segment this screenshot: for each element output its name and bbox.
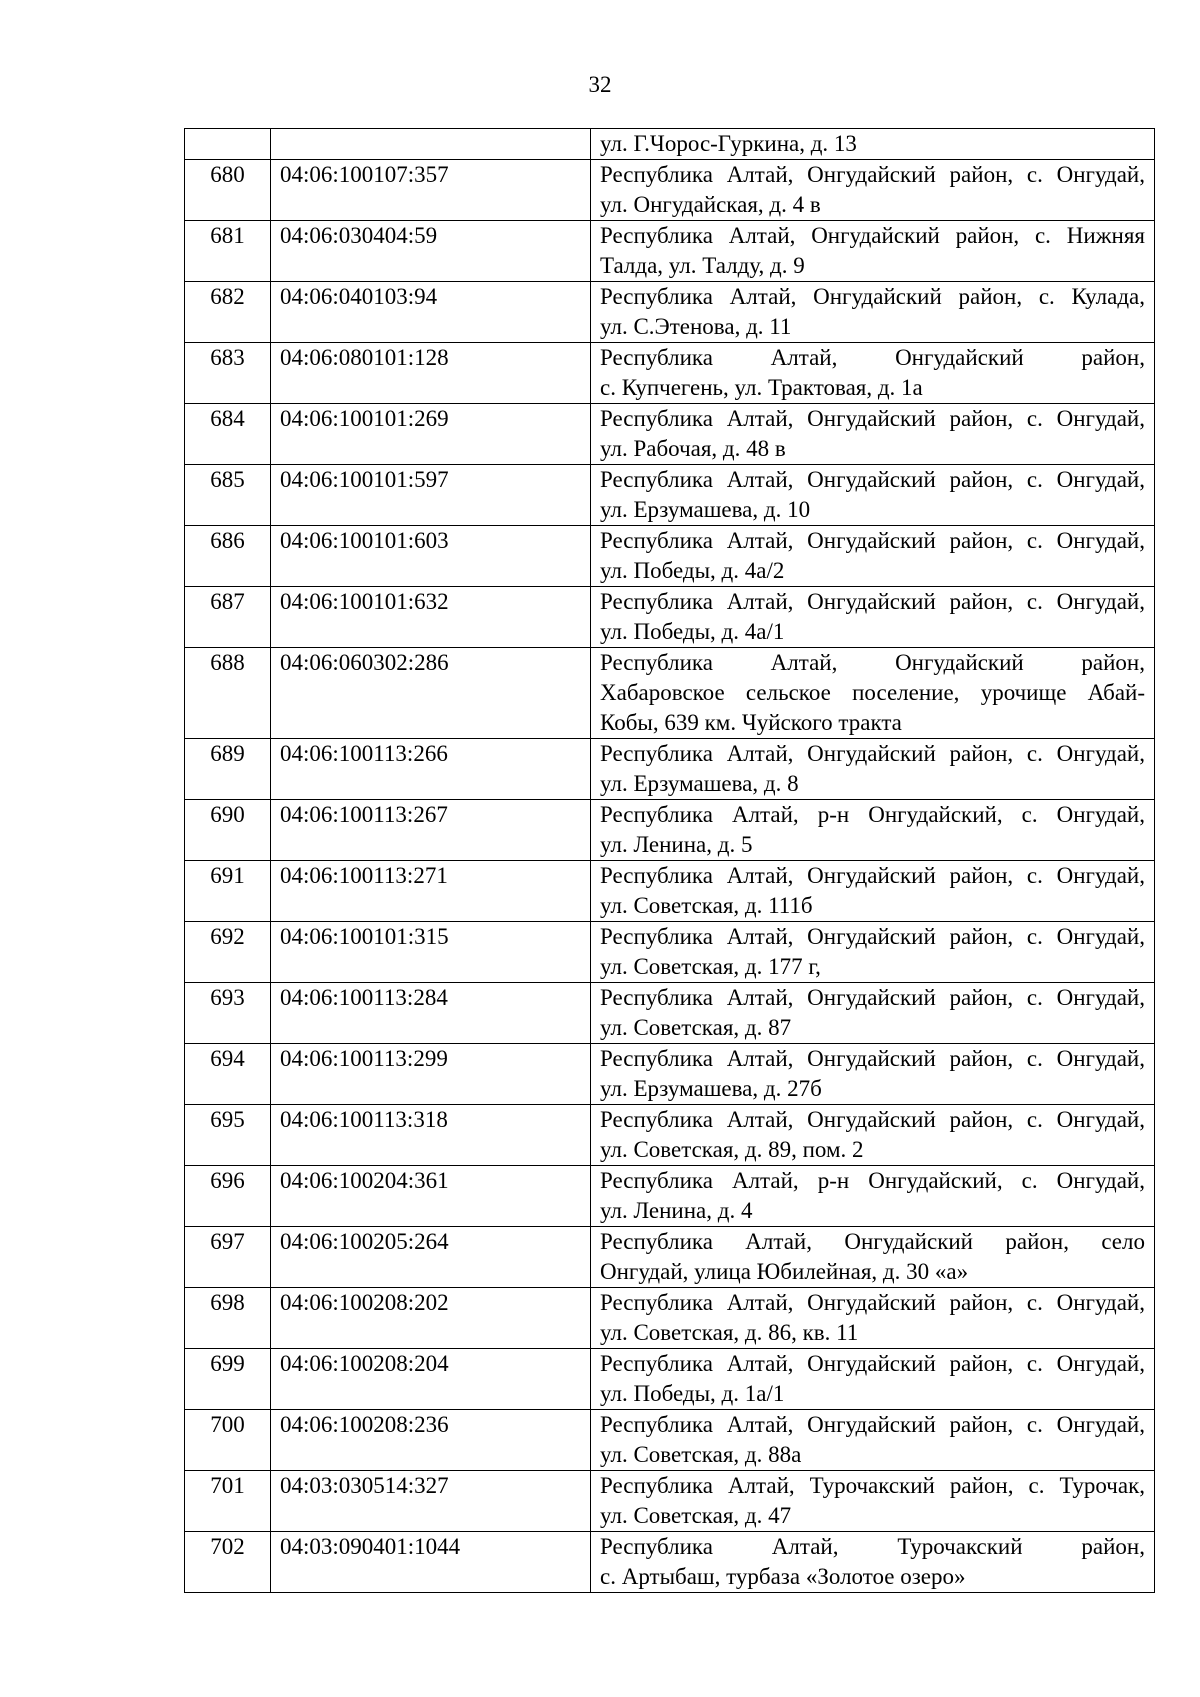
address-line: Республика Алтай, Онгудайский район, с. Онгудай, <box>600 985 1145 1010</box>
address-cell <box>591 465 1155 526</box>
address-line: Республика Алтай, Турочакский район, с. Турочак, <box>600 1473 1145 1498</box>
address-line: Республика Алтай, Онгудайский район, с. Онгудай, <box>600 1412 1145 1437</box>
cadastral-number-cell: 04:06:080101:128 <box>271 343 591 404</box>
row-number-cell: 698 <box>185 1288 271 1349</box>
address-cell <box>591 587 1155 648</box>
table-row <box>185 739 1155 800</box>
address-line: ул. Советская, д. 87 <box>600 1015 792 1040</box>
row-number-cell: 683 <box>185 343 271 404</box>
cadastral-number-cell: 04:06:100208:202 <box>271 1288 591 1349</box>
address-line: ул. Советская, д. 47 <box>600 1503 792 1528</box>
address-line: ул. Советская, д. 86, кв. 11 <box>600 1320 859 1345</box>
row-number-cell: 689 <box>185 739 271 800</box>
address-line: Республика Алтай, Онгудайский район, <box>600 650 1145 675</box>
address-line: Республика Алтай, Онгудайский район, с. Онгудай, <box>600 162 1145 187</box>
table-row <box>185 1471 1155 1532</box>
row-number-cell: 700 <box>185 1410 271 1471</box>
address-line: Хабаровское сельское поселение, урочище Абай- <box>600 680 1145 705</box>
row-number-cell: 691 <box>185 861 271 922</box>
row-number-cell: 687 <box>185 587 271 648</box>
address-line: Республика Алтай, Онгудайский район, с. Онгудай, <box>600 528 1145 553</box>
address-line: Республика Алтай, р-н Онгудайский, с. Онгудай, <box>600 802 1145 827</box>
address-line: Республика Алтай, Онгудайский район, с. Нижняя <box>600 223 1145 248</box>
cadastral-number-cell: 04:03:090401:1044 <box>271 1532 591 1593</box>
address-line: ул. Советская, д. 88а <box>600 1442 802 1467</box>
table-row <box>185 526 1155 587</box>
table-row <box>185 1166 1155 1227</box>
cadastral-number-cell: 04:06:100101:315 <box>271 922 591 983</box>
address-cell <box>591 1105 1155 1166</box>
address-line: Талда, ул. Талду, д. 9 <box>600 253 805 278</box>
table-row <box>185 465 1155 526</box>
address-cell <box>591 1532 1155 1593</box>
address-line: Онгудай, улица Юбилейная, д. 30 «а» <box>600 1259 969 1284</box>
table-row <box>185 160 1155 221</box>
table-row <box>185 343 1155 404</box>
table-row <box>185 1410 1155 1471</box>
address-cell <box>591 129 1155 160</box>
cadastral-number-cell: 04:06:100113:267 <box>271 800 591 861</box>
row-number-cell: 695 <box>185 1105 271 1166</box>
cadastral-number-cell: 04:06:100113:284 <box>271 983 591 1044</box>
address-line: ул. С.Этенова, д. 11 <box>600 314 792 339</box>
cadastral-number-cell: 04:03:030514:327 <box>271 1471 591 1532</box>
address-line: Республика Алтай, Онгудайский район, с. Онгудай, <box>600 1046 1145 1071</box>
address-line: ул. Победы, д. 1а/1 <box>600 1381 785 1406</box>
address-cell <box>591 1166 1155 1227</box>
table-row <box>185 1349 1155 1410</box>
cadastral-number-cell: 04:06:100205:264 <box>271 1227 591 1288</box>
address-cell <box>591 404 1155 465</box>
table-row <box>185 1532 1155 1593</box>
row-number-cell: 686 <box>185 526 271 587</box>
address-line: ул. Советская, д. 89, пом. 2 <box>600 1137 864 1162</box>
cadastral-number-cell: 04:06:030404:59 <box>271 221 591 282</box>
cadastral-number-cell: 04:06:100113:266 <box>271 739 591 800</box>
address-line: ул. Г.Чорос-Гуркина, д. 13 <box>600 131 857 156</box>
table-row <box>185 404 1155 465</box>
address-cell <box>591 221 1155 282</box>
row-number-cell: 690 <box>185 800 271 861</box>
address-line: Республика Алтай, Онгудайский район, с. Онгудай, <box>600 1107 1145 1132</box>
row-number-cell: 702 <box>185 1532 271 1593</box>
table-row <box>185 1044 1155 1105</box>
row-number-cell: 697 <box>185 1227 271 1288</box>
row-number-cell: 699 <box>185 1349 271 1410</box>
table-row <box>185 983 1155 1044</box>
address-cell <box>591 526 1155 587</box>
row-number-cell: 701 <box>185 1471 271 1532</box>
address-cell <box>591 282 1155 343</box>
cadastral-number-cell: 04:06:100113:299 <box>271 1044 591 1105</box>
address-cell <box>591 800 1155 861</box>
address-line: Республика Алтай, р-н Онгудайский, с. Онгудай, <box>600 1168 1145 1193</box>
address-line: Республика Алтай, Онгудайский район, с. Онгудай, <box>600 863 1145 888</box>
registry-table <box>184 128 1155 1593</box>
cadastral-number-cell: 04:06:100101:269 <box>271 404 591 465</box>
row-number-cell: 692 <box>185 922 271 983</box>
cadastral-number-cell: 04:06:100107:357 <box>271 160 591 221</box>
row-number-cell <box>185 129 271 160</box>
row-number-cell: 693 <box>185 983 271 1044</box>
cadastral-number-cell: 04:06:100101:597 <box>271 465 591 526</box>
address-line: ул. Победы, д. 4а/1 <box>600 619 785 644</box>
address-cell <box>591 922 1155 983</box>
address-cell <box>591 1410 1155 1471</box>
row-number-cell: 685 <box>185 465 271 526</box>
address-line: ул. Ленина, д. 5 <box>600 832 753 857</box>
row-number-cell: 688 <box>185 648 271 739</box>
address-line: ул. Онгудайская, д. 4 в <box>600 192 821 217</box>
table-row <box>185 1105 1155 1166</box>
table-row <box>185 648 1155 739</box>
cadastral-number-cell: 04:06:040103:94 <box>271 282 591 343</box>
table-row <box>185 282 1155 343</box>
address-line: Кобы, 639 км. Чуйского тракта <box>600 710 902 735</box>
address-cell <box>591 1471 1155 1532</box>
page-number: 32 <box>588 72 612 97</box>
address-line: ул. Советская, д. 111б <box>600 893 813 918</box>
address-line: Республика Алтай, Онгудайский район, с. Онгудай, <box>600 1290 1145 1315</box>
address-cell <box>591 648 1155 739</box>
address-line: с. Артыбаш, турбаза «Золотое озеро» <box>600 1564 966 1589</box>
address-line: Республика Алтай, Онгудайский район, с. Онгудай, <box>600 741 1145 766</box>
row-number-cell: 694 <box>185 1044 271 1105</box>
table-row <box>185 1227 1155 1288</box>
address-cell <box>591 861 1155 922</box>
table-row <box>185 922 1155 983</box>
address-line: с. Купчегень, ул. Трактовая, д. 1а <box>600 375 923 400</box>
address-cell <box>591 343 1155 404</box>
row-number-cell: 696 <box>185 1166 271 1227</box>
address-line: ул. Победы, д. 4а/2 <box>600 558 785 583</box>
cadastral-number-cell: 04:06:100101:632 <box>271 587 591 648</box>
table-row <box>185 1288 1155 1349</box>
address-cell <box>591 739 1155 800</box>
table-row <box>185 800 1155 861</box>
address-line: Республика Алтай, Турочакский район, <box>600 1534 1145 1559</box>
address-line: Республика Алтай, Онгудайский район, с. Онгудай, <box>600 924 1145 949</box>
address-line: ул. Ерзумашева, д. 8 <box>600 771 799 796</box>
cadastral-number-cell: 04:06:100113:318 <box>271 1105 591 1166</box>
address-cell <box>591 1044 1155 1105</box>
address-line: Республика Алтай, Онгудайский район, <box>600 345 1145 370</box>
address-line: ул. Рабочая, д. 48 в <box>600 436 786 461</box>
address-cell <box>591 1349 1155 1410</box>
row-number-cell: 682 <box>185 282 271 343</box>
table-row <box>185 861 1155 922</box>
cadastral-number-cell: 04:06:100101:603 <box>271 526 591 587</box>
registry-table-body <box>185 129 1155 1593</box>
address-line: Республика Алтай, Онгудайский район, с. Онгудай, <box>600 589 1145 614</box>
address-line: Республика Алтай, Онгудайский район, с. Кулада, <box>600 284 1145 309</box>
cadastral-number-cell: 04:06:100204:361 <box>271 1166 591 1227</box>
address-cell <box>591 1227 1155 1288</box>
address-cell <box>591 1288 1155 1349</box>
cadastral-number-cell: 04:06:060302:286 <box>271 648 591 739</box>
table-row <box>185 587 1155 648</box>
address-cell <box>591 983 1155 1044</box>
cadastral-number-cell <box>271 129 591 160</box>
cadastral-number-cell: 04:06:100113:271 <box>271 861 591 922</box>
address-line: Республика Алтай, Онгудайский район, с. Онгудай, <box>600 1351 1145 1376</box>
address-line: Республика Алтай, Онгудайский район, с. Онгудай, <box>600 467 1145 492</box>
cadastral-number-cell: 04:06:100208:236 <box>271 1410 591 1471</box>
address-line: ул. Ленина, д. 4 <box>600 1198 753 1223</box>
table-row <box>185 221 1155 282</box>
row-number-cell: 680 <box>185 160 271 221</box>
row-number-cell: 684 <box>185 404 271 465</box>
table-row <box>185 129 1155 160</box>
address-line: ул. Ерзумашева, д. 27б <box>600 1076 822 1101</box>
cadastral-number-cell: 04:06:100208:204 <box>271 1349 591 1410</box>
address-line: ул. Советская, д. 177 г, <box>600 954 821 979</box>
address-line: Республика Алтай, Онгудайский район, село <box>600 1229 1145 1254</box>
address-line: ул. Ерзумашева, д. 10 <box>600 497 811 522</box>
address-line: Республика Алтай, Онгудайский район, с. Онгудай, <box>600 406 1145 431</box>
address-cell <box>591 160 1155 221</box>
row-number-cell: 681 <box>185 221 271 282</box>
